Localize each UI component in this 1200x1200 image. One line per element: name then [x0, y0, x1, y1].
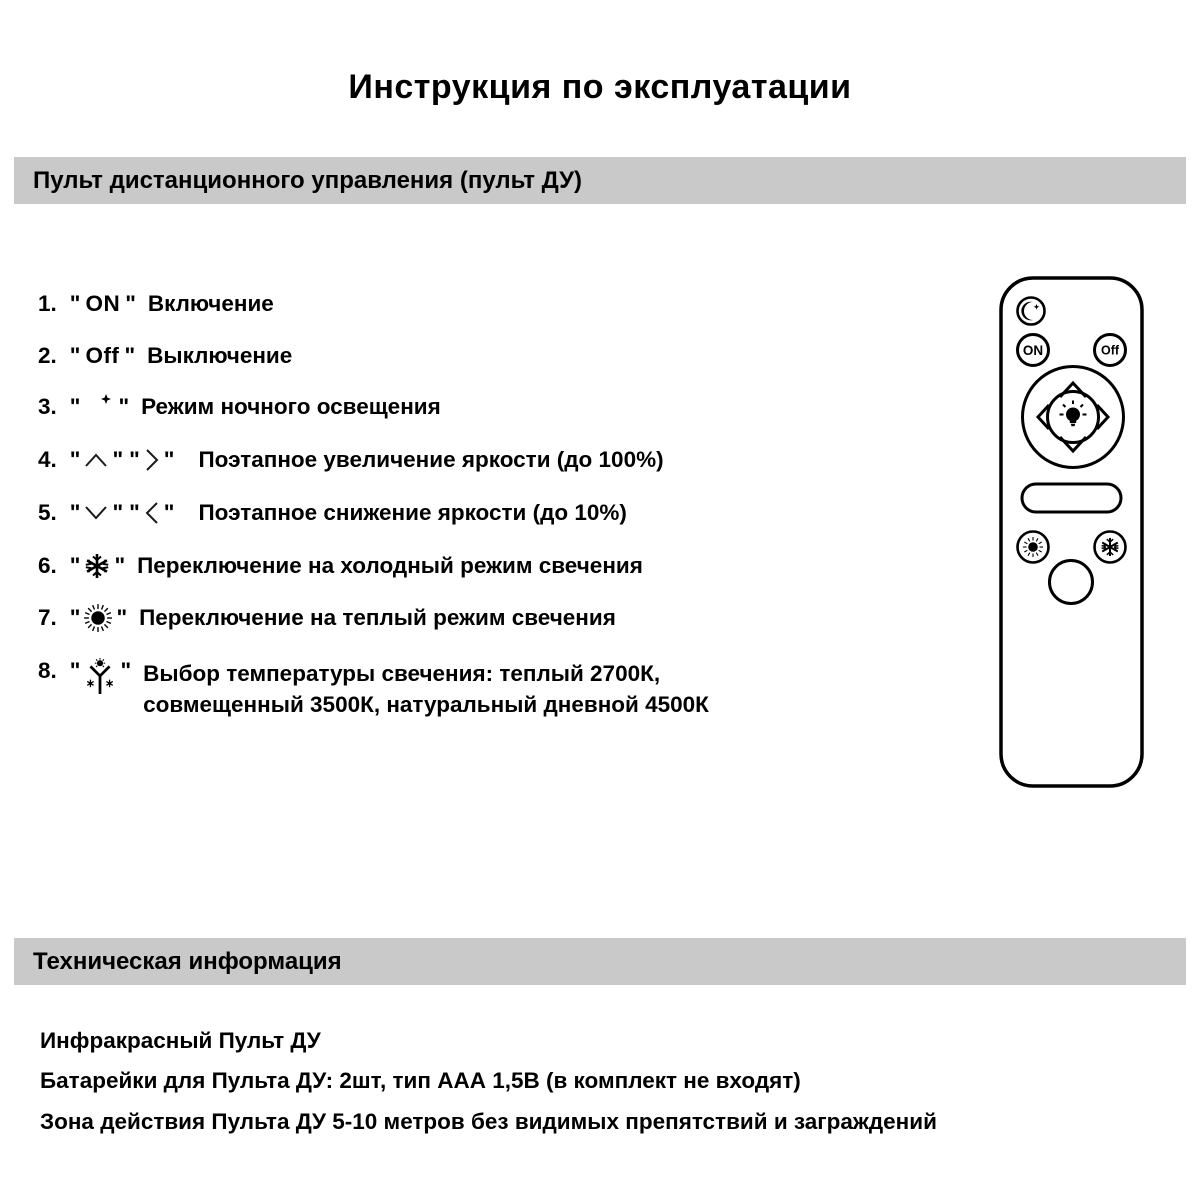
- chevron-right-icon: [143, 448, 161, 472]
- quote-mark: ": [118, 394, 130, 419]
- item-number: 1.: [38, 291, 57, 316]
- item-label: Переключение на теплый режим свечения: [139, 605, 616, 630]
- quote-mark: ": [120, 658, 132, 683]
- off-symbol: Off: [85, 343, 120, 368]
- section-header-tech-label: Техническая информация: [33, 947, 342, 975]
- quote-mark: ": [69, 658, 81, 683]
- crescent-moon-star-icon: [83, 390, 115, 424]
- item-number: 6.: [38, 553, 57, 578]
- item-label: Режим ночного освещения: [141, 394, 441, 419]
- chevron-down-icon: [83, 503, 109, 523]
- quote-mark: ": [69, 500, 81, 525]
- quote-mark: ": [116, 605, 128, 630]
- item-label: Переключение на холодный режим свечения: [137, 553, 643, 578]
- item-label: Выключение: [147, 343, 293, 368]
- quote-mark: ": [129, 447, 140, 472]
- list-item-cold-mode: [38, 549, 643, 583]
- quote-mark: ": [69, 553, 81, 578]
- item-number: 7.: [38, 605, 57, 630]
- list-item-night-mode: [38, 390, 441, 424]
- item-label: Поэтапное снижение яркости (до 10%): [198, 500, 627, 525]
- chevron-up-icon: [83, 450, 109, 470]
- quote-mark: ": [112, 500, 124, 525]
- item-number: 3.: [38, 394, 57, 419]
- svg-text:Off: Off: [1100, 343, 1120, 358]
- item-label: Поэтапное увеличение яркости (до 100%): [198, 447, 664, 472]
- quote-mark: ": [129, 500, 140, 525]
- item-label-two-lines: [143, 658, 709, 720]
- on-symbol: ON: [85, 291, 121, 316]
- quote-mark: ": [114, 553, 126, 578]
- item-number: 4.: [38, 447, 57, 472]
- quote-mark: ": [125, 291, 136, 316]
- tech-info-line: Инфракрасный Пульт ДУ: [40, 1028, 321, 1053]
- quote-mark: ": [69, 343, 81, 368]
- section-header-remote: [14, 157, 1186, 204]
- item-number: 2.: [38, 343, 57, 368]
- page-title: Инструкция по эксплуатации: [348, 68, 852, 106]
- item-number: 5.: [38, 500, 57, 525]
- list-item-warm-mode: [38, 601, 616, 635]
- list-item-color-temperature: [38, 658, 709, 720]
- section-header-remote-label: Пульт дистанционного управления (пульт ДУ): [33, 166, 582, 194]
- quote-mark: ": [124, 343, 136, 368]
- quote-mark: ": [112, 447, 124, 472]
- quote-mark: ": [69, 291, 81, 316]
- item-label: Включение: [147, 291, 274, 316]
- svg-text:ON: ON: [1022, 343, 1044, 358]
- remote-control-diagram: [997, 274, 1146, 790]
- list-item-brightness-down: [38, 496, 627, 530]
- list-item-off: [38, 339, 292, 373]
- sun-icon: [83, 603, 113, 633]
- snowflake-icon: [83, 552, 111, 580]
- section-header-tech: [14, 938, 1186, 985]
- quote-mark: ": [69, 394, 81, 419]
- color-temperature-icon: [83, 656, 117, 698]
- list-item-on: [38, 287, 274, 321]
- item-label-line2: совмещенный 3500К, натуральный дневной 4500К: [143, 692, 709, 717]
- list-item-brightness-up: [38, 443, 664, 477]
- nav-cluster: [1023, 367, 1124, 468]
- quote-mark: ": [163, 447, 175, 472]
- quote-mark: ": [163, 500, 175, 525]
- tech-info-line: Батарейки для Пульта ДУ: 2шт, тип ААА 1,5В (в комплект не входят): [40, 1068, 801, 1093]
- item-number: 8.: [38, 658, 57, 683]
- item-label-line1: Выбор температуры свечения: теплый 2700К,: [143, 661, 661, 686]
- quote-mark: ": [69, 447, 81, 472]
- quote-mark: ": [69, 605, 81, 630]
- chevron-left-icon: [143, 501, 161, 525]
- tech-info-line: Зона действия Пульта ДУ 5-10 метров без видимых препятствий и заграждений: [40, 1109, 937, 1134]
